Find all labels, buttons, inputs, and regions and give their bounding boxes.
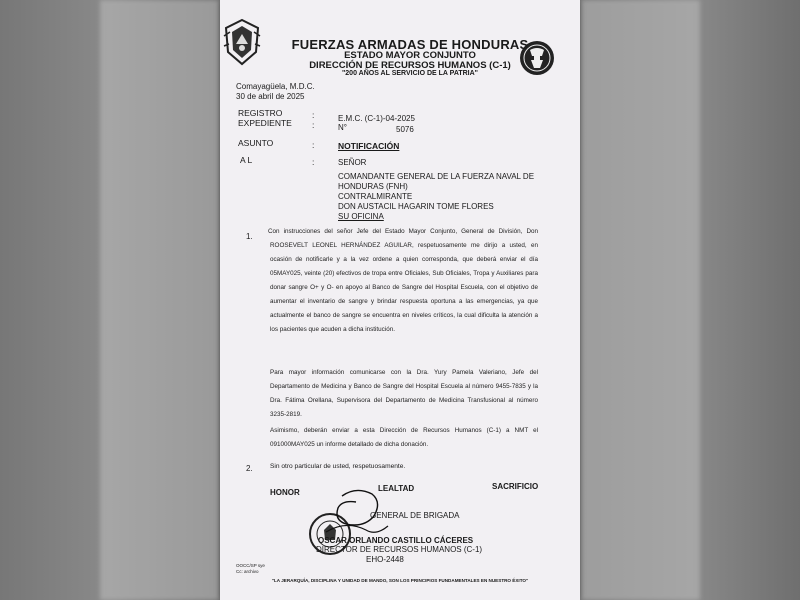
asunto-label: ASUNTO <box>238 138 274 148</box>
blurred-document-left <box>100 0 220 600</box>
recipient-line1: SEÑOR <box>338 158 367 167</box>
place: Comayagüela, M.D.C. <box>236 82 315 91</box>
date: 30 de abril de 2025 <box>236 92 305 101</box>
document-page <box>220 0 580 600</box>
header-estado-mayor: ESTADO MAYOR CONJUNTO <box>344 50 476 61</box>
no-label: N° <box>338 123 347 132</box>
recipient-line2: COMANDANTE GENERAL DE LA FUERZA NAVAL DE <box>338 172 535 181</box>
motto-lealtad: LEALTAD <box>378 484 415 493</box>
blurred-document-right <box>580 0 700 600</box>
asunto-colon: : <box>312 140 315 150</box>
asunto-value: NOTIFICACIÓN <box>338 141 400 151</box>
coat-of-arms-icon <box>222 18 262 66</box>
registro-label: REGISTRO <box>238 108 283 118</box>
registro-value: E.M.C. (C-1)-04-2025 <box>338 114 415 123</box>
expediente-label: EXPEDIENTE <box>238 118 292 128</box>
body-paragraph-3: Asimismo, deberán enviar a esta Dirección de Recursos Humanos (C-1) a NMT el 091000MAY025 un informe detallado de dicha donación. <box>270 427 538 448</box>
body-paragraph-4: Sin otro particular de usted, respetuosamente. <box>270 463 406 470</box>
signature-name: OSCAR ORLANDO CASTILLO CÁCERES <box>318 536 474 545</box>
item-number-1: 1. <box>246 232 253 241</box>
recipient-line3: HONDURAS (FNH) <box>338 182 408 191</box>
expediente-colon: : <box>312 120 315 130</box>
background-left <box>0 0 220 600</box>
motto-honor: HONOR <box>270 488 300 497</box>
header-direccion: DIRECCIÓN DE RECURSOS HUMANOS (C-1) <box>309 60 511 71</box>
item-number-2: 2. <box>246 464 253 473</box>
al-label: A L <box>240 155 253 165</box>
initials-line2: Cc: archivo <box>236 569 259 574</box>
al-colon: : <box>312 157 315 167</box>
no-value: 5076 <box>396 125 414 134</box>
initials-line1: OOCC/SP sye <box>236 563 265 568</box>
recipient-line4: CONTRALMIRANTE <box>338 192 413 201</box>
background-right <box>580 0 800 600</box>
header-institution: FUERZAS ARMADAS DE HONDURAS <box>291 37 529 52</box>
recipient-line5: DON AUSTACIL HAGARIN TOME FLORES <box>338 202 494 211</box>
registro-colon: : <box>312 110 315 120</box>
recipient-line6: SU OFICINA <box>338 212 384 221</box>
header-motto: "200 AÑOS AL SERVICIO DE LA PATRIA" <box>341 70 479 77</box>
signature-title: DIRECTOR DE RECURSOS HUMANOS (C-1) <box>316 545 483 554</box>
motto-sacrificio: SACRIFICIO <box>492 482 539 491</box>
signature-rank: GENERAL DE BRIGADA <box>370 511 460 520</box>
body-paragraph-2: Para mayor información comunicarse con la Dra. Yury Pamela Valeriano, Jefe del Departamento de Medicina y Banco de Sangre del Hospital Escuela al número 9455-7835 y la Dra. Fátima Orellana, Supervisora del Departamento de Medicina Transfusional al número 3235-2819. <box>270 369 538 418</box>
signature-code: EHO-2448 <box>366 555 404 564</box>
footer-motto: "LA JERARQUÍA, DISCIPLINA Y UNIDAD DE MANDO, SON LOS PRINCIPIOS FUNDAMENTALES EN NUESTRO ÉXITO" <box>271 578 529 583</box>
body-paragraph-1: Con instrucciones del señor Jefe del Estado Mayor Conjunto, General de División, Don ROOSEVELT LEONEL HERNÁNDEZ AGUILAR, respetuosamente me dirijo a usted, en ocasión de notificarle y a la vez ordene a quien corresponda, que deberá enviar el día 05MAY025, veinte (20) efectivos de tropa entre Oficiales, Sub Oficiales, Tropa y Auxiliares para donar sangre O+ y O- en apoyo al Banco de Sangre del Hospital Escuela, con el objetivo de aumentar el inventario de sangre y brindar respuesta oportuna a las emergencias, ya que actualmente el banco de sangre se encuentra en niveles críticos, la cual dificulta la atención a los pacientes que acuden a dicha institución. <box>268 228 538 333</box>
